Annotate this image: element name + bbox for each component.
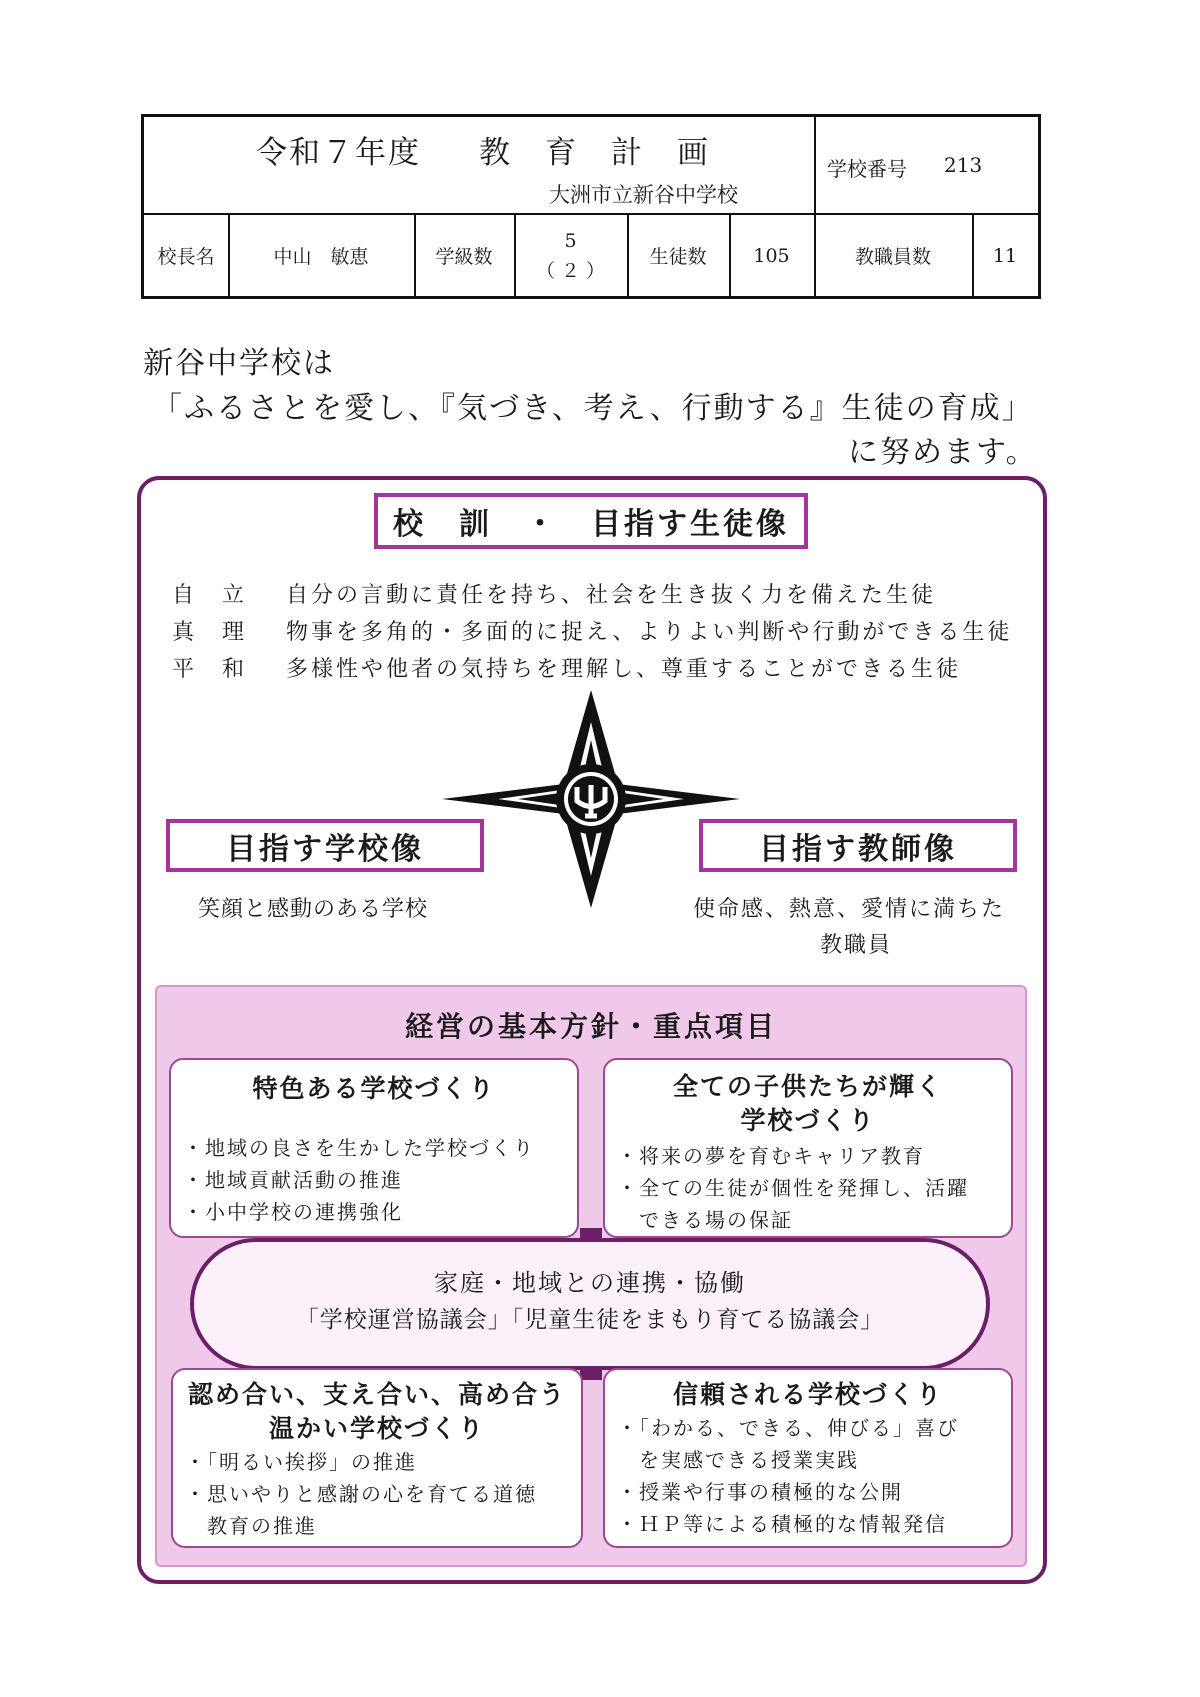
classes-value: 5 [564, 229, 577, 252]
teacher-image-heading: 目指す教師像 [699, 819, 1017, 872]
motto-key: 真 理 [172, 620, 248, 645]
policy-card [603, 1058, 1013, 1238]
card-bullet: ・全ての生徒が個性を発揮し、活躍 [617, 1176, 969, 1200]
principal-name: 中山 敏恵 [273, 246, 369, 268]
school-number: 213 [944, 153, 983, 177]
card-bullet: ・思いやりと感謝の心を育てる道徳 [185, 1482, 537, 1506]
intro-line-3: に努めます。 [848, 435, 1038, 470]
school-emblem-icon [438, 688, 744, 910]
card-bullet: ・ＨＰ等による積極的な情報発信 [617, 1512, 947, 1536]
students-label: 生徒数 [649, 246, 707, 268]
card-title: 温かい学校づくり [268, 1414, 485, 1443]
policy-card [171, 1368, 583, 1548]
title-year: 令和７年度 [256, 135, 421, 171]
community-oval [190, 1238, 990, 1370]
card-bullets [617, 1412, 1011, 1540]
card-title: 全ての子供たちが輝く [672, 1072, 943, 1101]
intro-line-2: 「ふるさとを愛し、『気づき、考え、行動する』生徒の育成」 [152, 391, 1034, 426]
motto-item [172, 578, 1012, 615]
students-value: 105 [753, 244, 790, 267]
card-title: 学校づくり [740, 1106, 876, 1135]
card-bullet: ・「わかる、できる、伸びる」喜び [617, 1416, 959, 1440]
motto-list [172, 578, 1012, 689]
card-title: 特色ある学校づくり [252, 1074, 496, 1103]
classes-cell [514, 215, 627, 296]
oval-line-1: 家庭・地域との連携・協働 [434, 1269, 746, 1297]
motto-text: 多様性や他者の気持ちを理解し、尊重することができる生徒 [286, 657, 962, 682]
card-bullet: ・将来の夢を育むキャリア教育 [617, 1144, 925, 1168]
card-bullet: ・地域の良さを生かした学校づくり [183, 1136, 535, 1160]
card-title: 認め合い、支え合い、高め合う [187, 1380, 566, 1409]
teacher-image-text-2: 教職員 [820, 933, 893, 958]
teacher-image-text-1: 使命感、熱意、愛情に満ちた [693, 897, 1006, 922]
motto-text: 自分の言動に責任を持ち、社会を生き抜く力を備えた生徒 [286, 583, 937, 608]
intro-line-1: 新谷中学校は [143, 346, 335, 381]
oval-line-2: 「学校運営協議会」「児童生徒をまもり育てる協議会」 [295, 1307, 885, 1333]
card-bullets [183, 1132, 577, 1228]
card-bullet: ・小中学校の連携強化 [183, 1200, 403, 1224]
card-bullet: ・「明るい挨拶」の推進 [185, 1450, 417, 1474]
policy-card [169, 1058, 579, 1238]
staff-value: 11 [992, 244, 1018, 267]
school-name: 大洲市立新谷中学校 [549, 183, 738, 207]
title-plan: 教 育 計 画 [479, 135, 710, 171]
card-bullet: ・授業や行事の積極的な公開 [617, 1480, 903, 1504]
classes-label: 学級数 [435, 246, 493, 268]
card-bullets [617, 1140, 1011, 1236]
motto-key: 平 和 [172, 657, 248, 682]
header-info-row [144, 215, 1038, 296]
card-bullet: を実感できる授業実践 [617, 1448, 859, 1472]
card-title: 信頼される学校づくり [672, 1380, 943, 1409]
header-title-row [144, 117, 1038, 215]
motto-heading: 校 訓 ・ 目指す生徒像 [374, 493, 808, 549]
principal-label: 校長名 [157, 246, 215, 268]
card-bullet: できる場の保証 [617, 1208, 793, 1232]
classes-sub: （ ２ ） [535, 259, 606, 282]
staff-label: 教職員数 [854, 246, 931, 268]
motto-text: 物事を多角的・多面的に捉え、よりよい判断や行動ができる生徒 [286, 620, 1013, 645]
divider [814, 117, 816, 213]
motto-key: 自 立 [172, 583, 248, 608]
card-bullets [185, 1446, 581, 1542]
school-number-label: 学校番号 [827, 157, 907, 181]
header-table [141, 114, 1041, 299]
motto-item [172, 615, 1012, 652]
policy-heading: 経営の基本方針・重点項目 [404, 1010, 777, 1043]
policy-card [603, 1368, 1013, 1548]
card-bullet: ・地域貢献活動の推進 [183, 1168, 403, 1192]
motto-item [172, 652, 1012, 689]
school-image-heading: 目指す学校像 [166, 819, 484, 872]
school-image-text: 笑顔と感動のある学校 [198, 897, 429, 922]
card-bullet: 教育の推進 [185, 1514, 317, 1538]
